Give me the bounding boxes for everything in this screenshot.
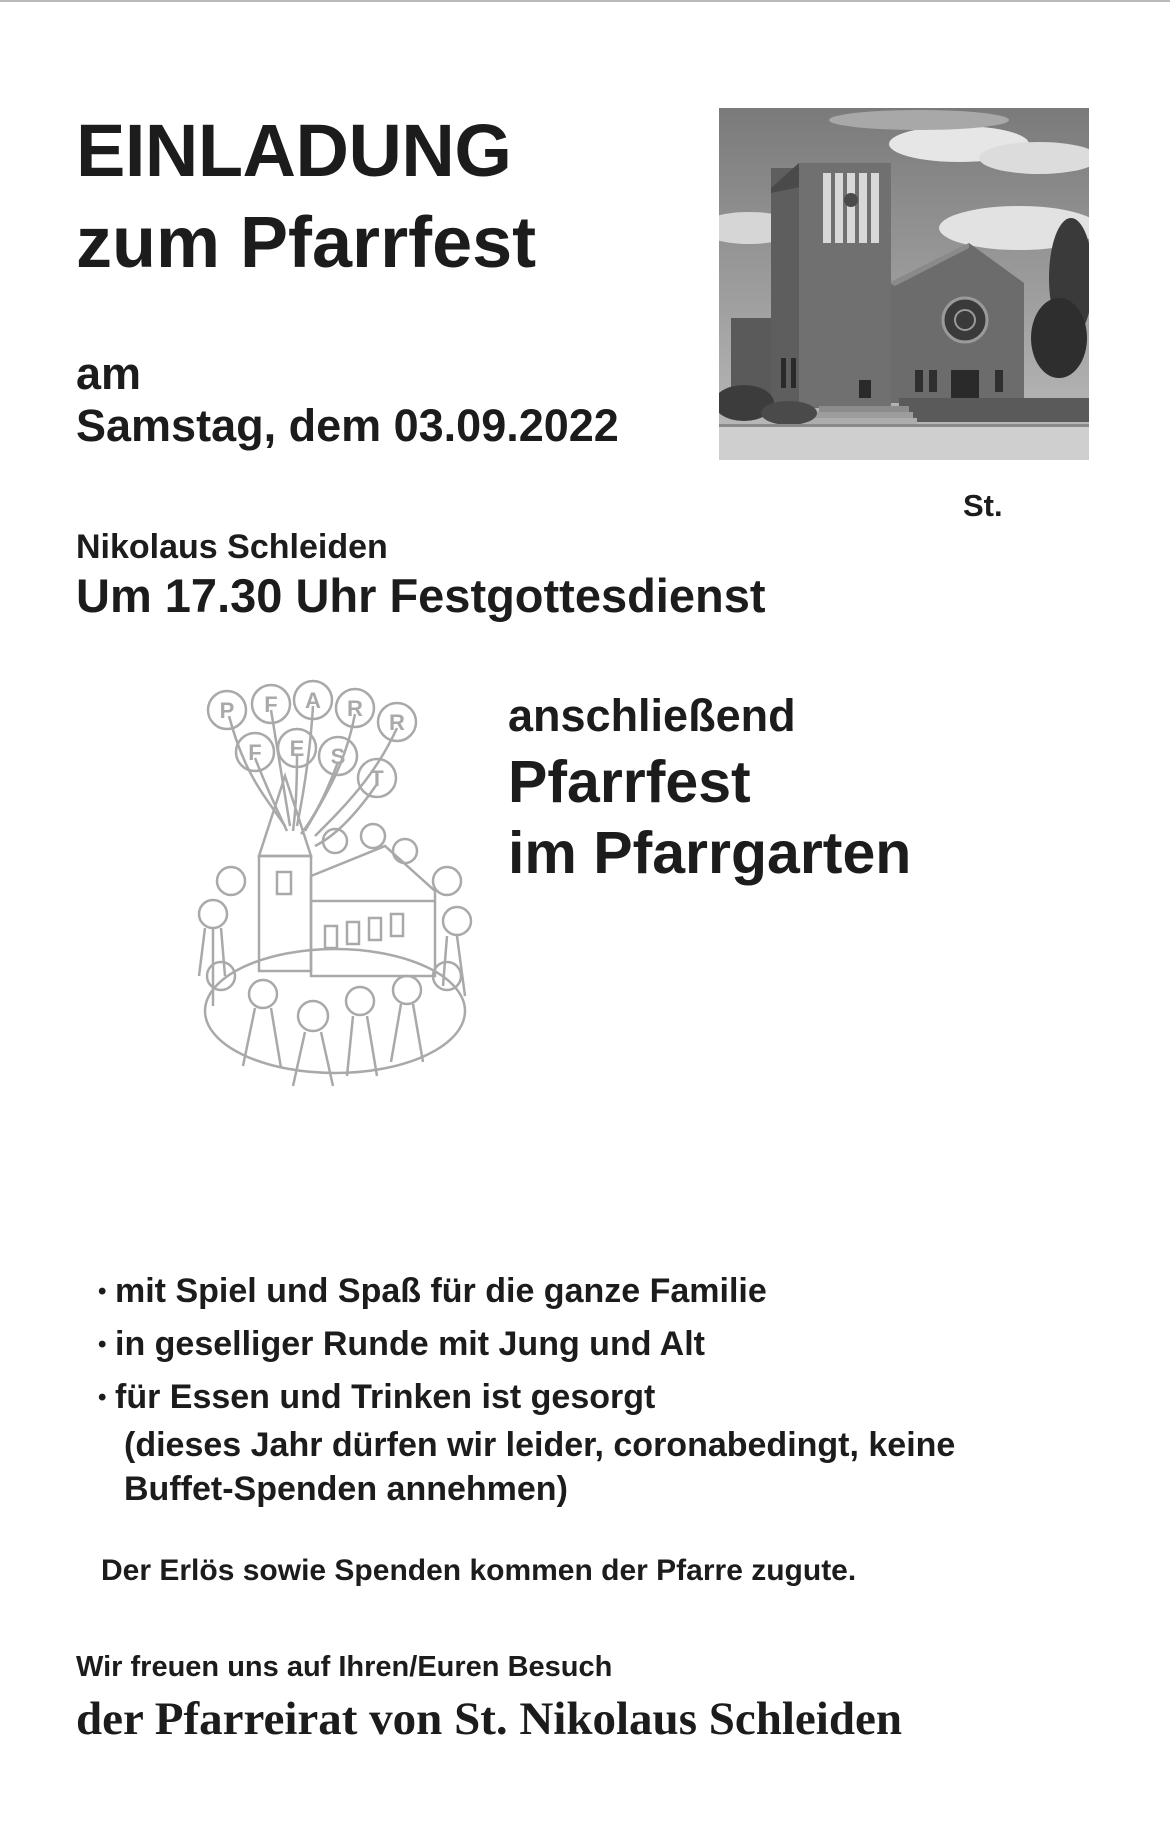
list-item-text: in geselliger Runde mit Jung und Alt — [115, 1325, 705, 1363]
festival-title: Pfarrfest — [508, 749, 751, 815]
list-item — [98, 1265, 767, 1318]
church-name: Nikolaus Schleiden — [76, 528, 388, 566]
logo-letter: S — [330, 744, 346, 769]
festival-location: im Pfarrgarten — [508, 820, 912, 886]
logo-letter: T — [370, 766, 384, 791]
logo-letter: P — [219, 698, 235, 723]
buffet-note-line1: (dieses Jahr dürfen wir leider, coronabedingt, keine — [124, 1426, 956, 1464]
title-pfarrfest: zum Pfarrfest — [76, 203, 537, 283]
date-prefix: am — [76, 348, 142, 399]
church-photo — [719, 108, 1089, 460]
bullet-icon: • — [98, 1278, 107, 1305]
event-date: Samstag, dem 03.09.2022 — [76, 400, 619, 451]
list-item-text: für Essen und Trinken ist gesorgt — [115, 1378, 656, 1416]
logo-letter: F — [248, 740, 262, 765]
bullet-icon: • — [98, 1331, 107, 1358]
logo-letter: F — [264, 692, 278, 717]
list-item — [98, 1318, 767, 1371]
service-time: Um 17.30 Uhr Festgottesdienst — [76, 569, 766, 622]
pfarrfest-logo-icon — [185, 676, 485, 1094]
logo-letter: R — [347, 696, 363, 721]
signature: der Pfarreirat von St. Nikolaus Schleiden — [76, 1693, 902, 1745]
logo-letter: R — [389, 710, 405, 735]
proceeds-note: Der Erlös sowie Spenden kommen der Pfarre zugute. — [101, 1554, 857, 1587]
logo-letter: A — [305, 688, 321, 713]
st-label: St. — [963, 488, 1003, 523]
bullet-icon: • — [98, 1384, 107, 1411]
list-item — [98, 1371, 767, 1424]
buffet-note-line2: Buffet-Spenden annehmen) — [124, 1470, 568, 1508]
title-einladung: EINLADUNG — [76, 109, 512, 192]
list-item-text: mit Spiel und Spaß für die ganze Familie — [115, 1272, 767, 1310]
welcome-text: Wir freuen uns auf Ihren/Euren Besuch — [76, 1651, 613, 1683]
logo-letter: E — [289, 736, 305, 761]
top-rule — [0, 0, 1170, 2]
subsequently-label: anschließend — [508, 690, 796, 741]
feature-list — [98, 1265, 767, 1424]
